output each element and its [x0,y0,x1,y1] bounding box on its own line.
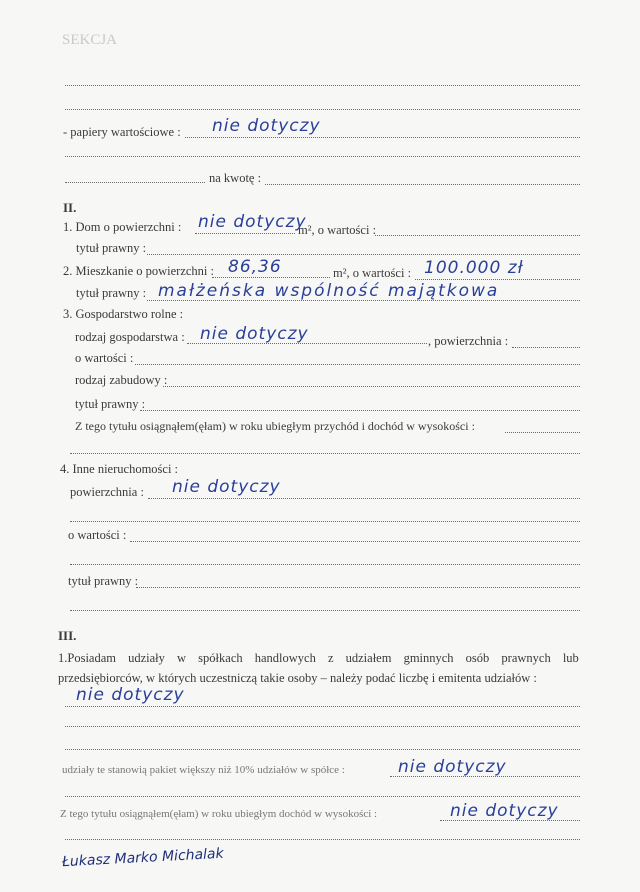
gosp-rodzaj-value: nie dotyczy [200,324,309,344]
mieszkanie-wartosc-value: 100.000 zł [424,258,524,278]
gosp-wartosc-label: o wartości : [75,351,134,365]
dochod-value: nie dotyczy [450,801,559,821]
inne-pow-field [148,497,580,499]
mieszkanie-wartosc-field [415,278,580,280]
gosp-zabudowa-field [163,385,580,387]
pakiet-value: nie dotyczy [398,757,507,777]
na-kwote-label: na kwotę : [209,171,262,185]
faded-header: SEKCJA [62,32,118,48]
papiery-label: - papiery wartościowe : [63,125,181,139]
papiery-field [185,136,580,138]
inne-tytul-field [136,586,580,588]
dom-value: nie dotyczy [198,212,307,232]
gosp-pow-label: , powierzchnia : [428,334,509,348]
blank-line [70,563,580,565]
blank-line [65,108,580,110]
mieszkanie-tytul-label: tytuł prawny : [76,286,147,300]
mieszkanie-tytul-value: małżeńska wspólność majątkowa [158,281,500,301]
blank-line [70,520,580,522]
gosp-tytul-label: tytuł prawny : [75,397,146,411]
mieszkanie-value: 86,36 [228,257,282,277]
dom-field [195,232,295,234]
blank-line [70,452,580,454]
dom-tytul-field [147,253,580,255]
udzialy-text-2: przedsiębiorców, w których uczestniczą takie osoby – należy podać liczbę i emitenta udziałów : [58,671,537,685]
gosp-wartosc-field [135,363,580,365]
blank-line [65,748,580,750]
mieszkanie-unit: m², o wartości : [333,266,412,280]
pakiet-label: udziały te stanowią pakiet większy niż 10% udziałów w spółce : [62,764,345,776]
na-kwote-lead [65,181,205,183]
udzialy-value: nie dotyczy [76,685,185,705]
blank-line [65,795,580,797]
blank-line [70,609,580,611]
udzialy-text-1: 1.Posiadam udziały w spółkach handlowych z udziałem gminnych osób prawnych lub [58,651,579,665]
na-kwote-field [265,183,580,185]
udzialy-field [65,705,580,707]
gosp-zabudowa-label: rodzaj zabudowy : [75,373,168,387]
blank-line [65,84,580,86]
section-ii-heading: II. [63,200,77,215]
gosp-rodzaj-label: rodzaj gospodarstwa : [75,330,185,344]
gospodarstwo-label: 3. Gospodarstwo rolne : [63,307,184,321]
dom-wartosc-field [375,234,580,236]
mieszkanie-label: 2. Mieszkanie o powierzchni : [63,264,214,278]
inne-wartosc-label: o wartości : [68,528,127,542]
gosp-tytul-field [140,409,580,411]
dom-tytul-label: tytuł prawny : [76,241,147,255]
inne-pow-value: nie dotyczy [172,477,281,497]
blank-line [65,838,580,840]
inne-tytul-label: tytuł prawny : [68,574,139,588]
dom-label: 1. Dom o powierzchni : [63,220,182,234]
dochod-label: Z tego tytułu osiągnąłem(ęłam) w roku ubiegłym dochód w wysokości : [60,808,378,820]
section-iii-heading: III. [58,628,77,643]
inne-label: 4. Inne nieruchomości : [60,462,179,476]
dom-unit: m², o wartości : [298,223,377,237]
inne-pow-label: powierzchnia : [70,485,144,499]
gosp-pow-field [512,346,580,348]
gosp-dochod-field [505,431,580,433]
inne-wartosc-field [130,540,580,542]
blank-line [65,155,580,157]
handwritten-signature: Łukasz Marko Michalak [61,845,225,871]
gosp-dochod-label: Z tego tytułu osiągnąłem(ęłam) w roku ubiegłym przychód i dochód w wysokości : [75,419,475,433]
blank-line [65,725,580,727]
papiery-value: nie dotyczy [212,116,321,136]
